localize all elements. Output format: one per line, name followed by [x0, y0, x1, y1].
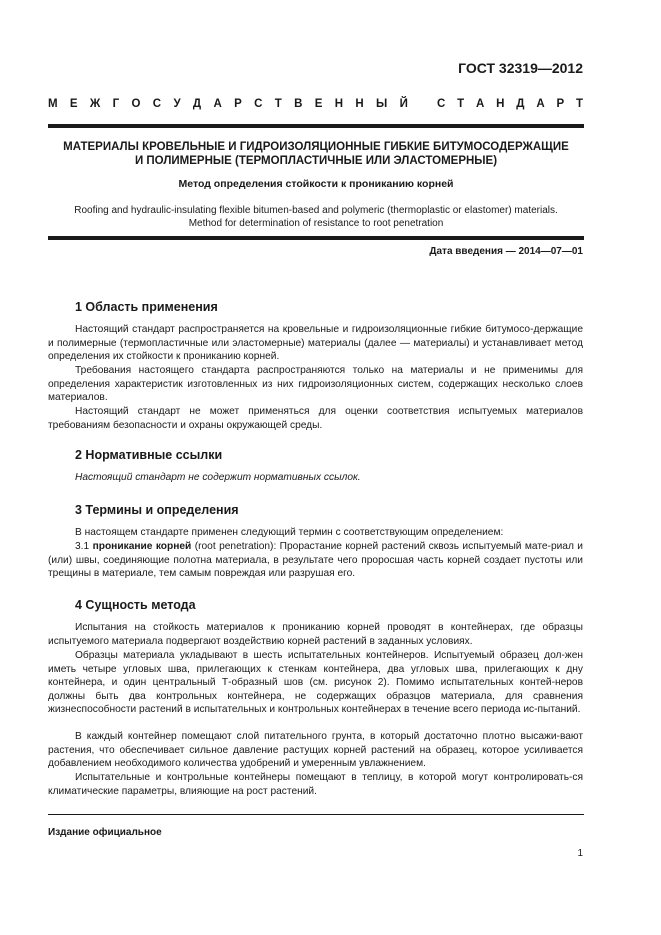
banner-letter: Е — [69, 98, 78, 110]
method-title: Метод определения стойкости к прониканию корней — [178, 178, 454, 190]
section-4-paragraph-2: Образцы материала укладывают в шесть испытательных контейнеров. Испытуемый образец дол-жен иметь четыре угловых шва, прилегающих к стенкам контейнера, два угловых шва, прилегающих к дну контейнера, и один центральный Т-образный шов (см. рисунок 2). Помимо испытательных контей-неров должны быть два контрольных контейнера, не содержащих образцов материала, для сравнения жизнеспособности растений в испытательных и контрольных контейнерах в течение всего периода ис-пытаний. — [48, 650, 583, 716]
banner-letter: Н — [496, 98, 505, 110]
document-code: ГОСТ 32319—2012 — [458, 60, 583, 76]
english-title — [48, 204, 584, 230]
banner-letter: А — [536, 98, 545, 110]
section-1-paragraph-1: Настоящий стандарт распространяется на кровельные и гидроизоляционные гибкие битумосо-держащие и полимерные (термопластичные или эластомерные) материалы (далее — материалы) и устанавливает метод определения их стойкости к прониканию корней. — [48, 324, 583, 363]
banner-letter: В — [294, 98, 303, 110]
title-line-1: МАТЕРИАЛЫ КРОВЕЛЬНЫЕ И ГИДРОИЗОЛЯЦИОННЫЕ ГИБКИЕ БИТУМОСОДЕРЖАЩИЕ — [63, 141, 569, 153]
header-rule — [48, 124, 584, 128]
banner-letter: Д — [516, 98, 525, 110]
section-4-paragraph-4: Испытательные и контрольные контейнеры помещают в теплицу, в которой могут контролировать-ся климатические параметры, влияющие на рост растений. — [48, 772, 583, 797]
banner-letter: Н — [355, 98, 364, 110]
banner-letter: Р — [556, 98, 565, 110]
section-4-paragraph-1: Испытания на стойкость материалов к прониканию корней проводят в контейнерах, где образцы испытуемого материала подвергают воздействию корней растений в заданных условиях. — [48, 622, 583, 647]
section-1-paragraph-2: Требования настоящего стандарта распространяются только на материалы и не применимы для определения характеристик изготовленных из них гидроизоляционных систем, содержащих несколько слоев материалов. — [48, 365, 583, 404]
banner-letter: У — [173, 98, 181, 110]
banner-letter: Г — [112, 98, 120, 110]
english-title-line-2: Method for determination of resistance to root penetration — [188, 218, 444, 229]
banner-letter: С — [152, 98, 162, 110]
introduction-date: Дата введения — 2014—07—01 — [429, 246, 583, 257]
document-title — [48, 140, 584, 168]
page-number: 1 — [577, 848, 583, 859]
term-name: проникание корней — [92, 541, 192, 552]
section-1-paragraph-3: Настоящий стандарт не может применяться для оценки соответствия испытуемых материалов требованиям безопасности и охраны окружающей среды. — [48, 406, 583, 431]
banner-letter: М — [48, 98, 58, 110]
section-1-heading: 1 Область применения — [75, 300, 218, 314]
section-3-paragraph-1: В настоящем стандарте применен следующий термин с соответствующим определением: — [75, 527, 504, 538]
official-edition-note: Издание официальное — [48, 827, 162, 838]
banner-letter: Д — [192, 98, 202, 110]
banner-letter: Ж — [89, 98, 101, 110]
title-rule — [48, 236, 584, 240]
term-number: 3.1 — [75, 541, 90, 552]
banner-letter: О — [131, 98, 141, 110]
section-2-heading: 2 Нормативные ссылки — [75, 448, 223, 462]
section-3-heading: 3 Термины и определения — [75, 503, 239, 517]
english-title-line-1: Roofing and hydraulic-insulating flexible bitumen-based and polymeric (thermoplastic or elastomer) materials. — [74, 205, 558, 216]
title-line-2: И ПОЛИМЕРНЫЕ (ТЕРМОПЛАСТИЧНЫЕ ИЛИ ЭЛАСТОМЕРНЫЕ) — [134, 155, 498, 167]
banner-letter: А — [476, 98, 485, 110]
interstate-standard-banner — [48, 98, 583, 110]
banner-letter: А — [213, 98, 222, 110]
banner-letter: Т — [575, 98, 583, 110]
banner-letter: Т — [274, 98, 282, 110]
banner-letter: С — [437, 98, 446, 110]
section-4-heading: 4 Сущность метода — [75, 598, 196, 612]
banner-letter: Т — [457, 98, 465, 110]
banner-letter: Й — [399, 98, 408, 110]
banner-letter: Р — [234, 98, 242, 110]
banner-word-standard — [437, 98, 583, 110]
section-4-paragraph-3: В каждый контейнер помещают слой питательного грунта, в который достаточно плотно высажи-вают растения, что обеспечивает сильное давление растущих корней растений на образец, которое усиливается добавлением необходимого количества удобрений и умеренным увлажнением. — [48, 731, 583, 770]
banner-letter: Н — [334, 98, 344, 110]
footer-rule — [48, 814, 584, 815]
banner-letter: Е — [314, 98, 323, 110]
banner-letter: Ы — [376, 98, 388, 110]
banner-letter: С — [254, 98, 263, 110]
term-definition: 3.1 проникание корней (root penetration): Прорастание корней растений сквозь испытуемый мате-риал и (или) швы, соединяющие полотна материала, в результате чего проросшая часть корней создает пустоты или трещины в материале, тем самым повреждая или разрушая его. — [48, 541, 583, 580]
section-2-paragraph-1: Настоящий стандарт не содержит нормативных ссылок. — [75, 472, 361, 483]
banner-word-interstate — [48, 98, 408, 110]
